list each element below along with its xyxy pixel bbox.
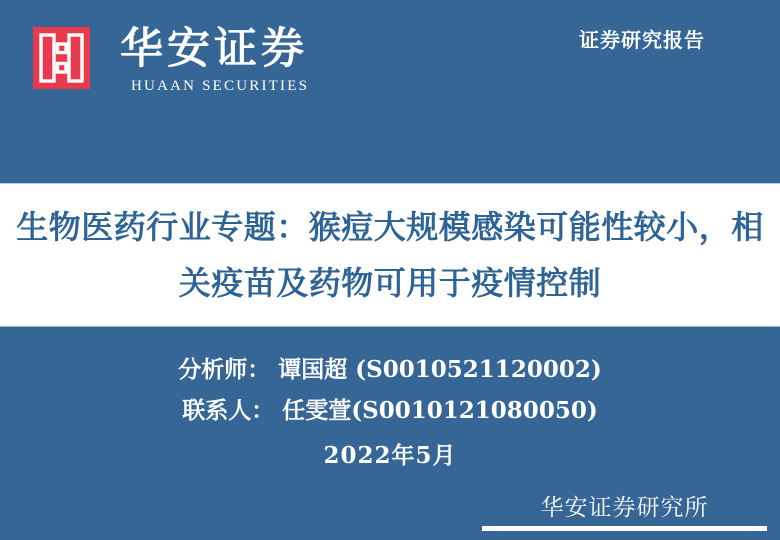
report-title-line1: 生物医药行业专题：猴痘大规模感染可能性较小，相 xyxy=(16,209,764,245)
report-date: 2022年5月 xyxy=(323,442,457,469)
title-band xyxy=(0,183,780,327)
report-type-label: 证券研究报告 xyxy=(579,30,705,52)
institute-label: 华安证券研究所 xyxy=(540,494,709,520)
contact-line: 联系人： 任雯萱(S0010121080050) xyxy=(182,397,598,424)
huaan-seal-icon xyxy=(33,27,90,89)
report-title-line2: 关疫苗及药物可用于疫情控制 xyxy=(178,265,602,301)
brand-name-en: HUAAN SECURITIES xyxy=(131,78,310,94)
analyst-line: 分析师： 谭国超 (S0010521120002) xyxy=(178,356,602,383)
institute-divider xyxy=(482,526,767,531)
brand-name-cn: 华安证券 xyxy=(120,24,308,74)
